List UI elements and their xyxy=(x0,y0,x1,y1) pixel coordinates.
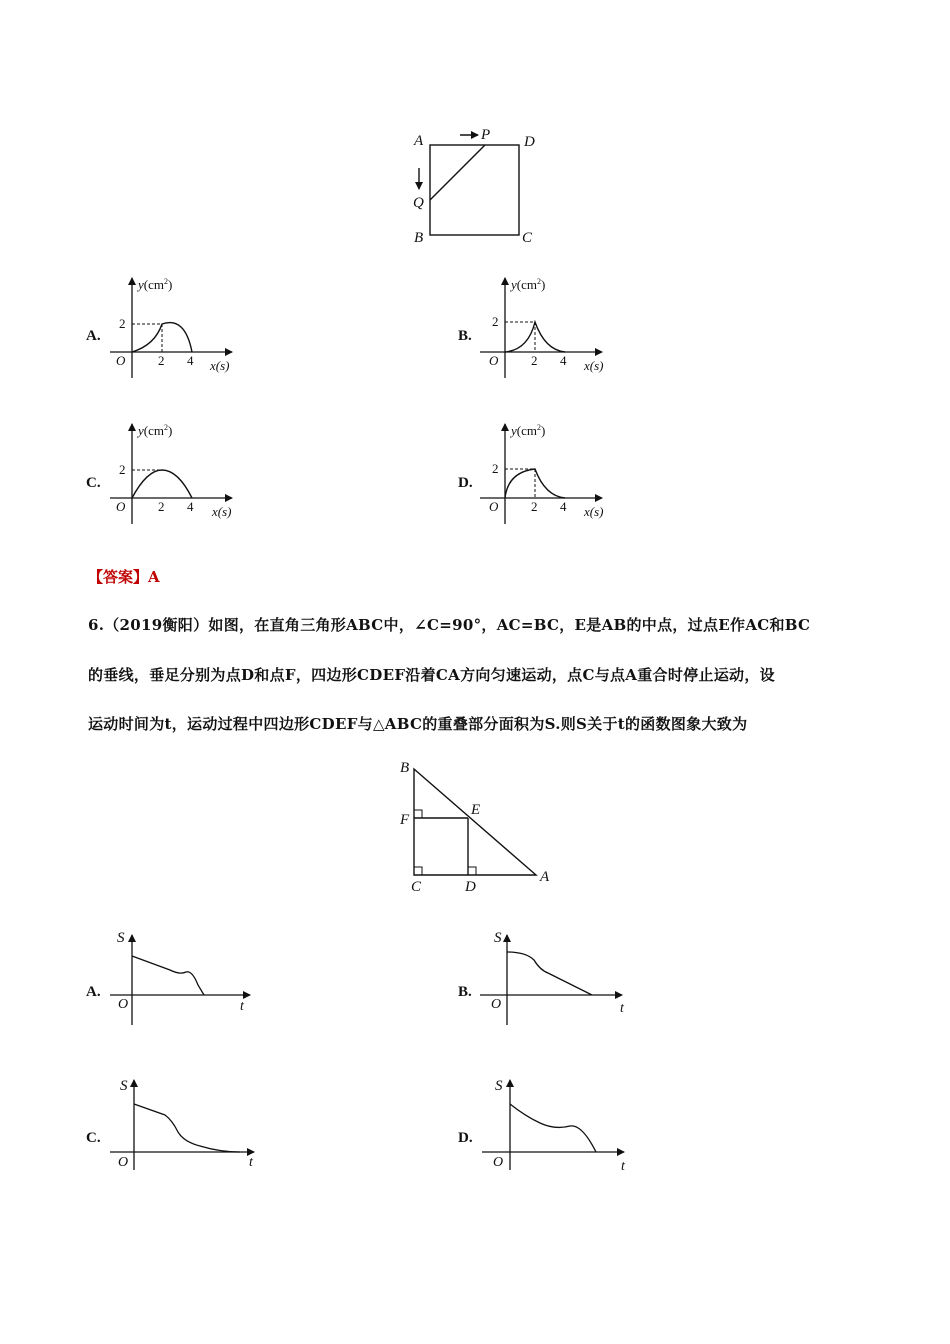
origin-label: O xyxy=(118,1155,129,1170)
label-e: E xyxy=(471,802,481,818)
y-axis-label: $y(cm^2)$ xyxy=(138,277,173,292)
right-angle-mark-c xyxy=(414,867,422,875)
q6-graph-c xyxy=(86,1078,254,1170)
origin-label: O xyxy=(489,353,499,368)
option-label: B. xyxy=(458,984,472,1000)
option-label: A. xyxy=(86,984,101,1000)
curve xyxy=(507,952,592,995)
y-axis-label: S xyxy=(117,930,125,946)
x-axis-label: t xyxy=(620,1001,624,1016)
segment-pq xyxy=(430,145,485,200)
label-a: A xyxy=(414,133,424,149)
label-a: A xyxy=(540,869,550,885)
tick-label-2: 2 xyxy=(119,462,126,477)
x-axis-label: x(s) xyxy=(212,504,232,519)
curve xyxy=(134,1104,240,1152)
option-label: D. xyxy=(458,1130,473,1146)
label-b: B xyxy=(414,230,424,246)
question-6-line-2: 的垂线，垂足分别为点D和点F，四边形CDEF沿着CA方向匀速运动，点C与点A重合时停止运动，设 xyxy=(88,666,775,684)
curve xyxy=(132,470,192,498)
q6-graph-d xyxy=(458,1078,626,1174)
tick-label-2: 2 xyxy=(531,353,538,368)
tick-label-4: 4 xyxy=(560,353,567,368)
q5-graph-c xyxy=(86,423,232,524)
origin-label: O xyxy=(489,499,499,514)
right-angle-mark-d xyxy=(468,867,476,875)
right-angle-mark-f xyxy=(414,810,422,818)
tick-label-2: 2 xyxy=(119,316,126,331)
answer-line xyxy=(88,566,160,587)
origin-label: O xyxy=(491,997,502,1012)
option-label: C. xyxy=(86,1130,101,1146)
tick-label-2: 2 xyxy=(531,499,538,514)
q5-graph-d xyxy=(458,423,604,524)
tick-label-4: 4 xyxy=(187,353,194,368)
tick-label-2: 2 xyxy=(158,499,165,514)
answer-bracket: 【答案】 xyxy=(88,568,149,586)
question-6-line-1: 6.（2019衡阳）如图，在直角三角形ABC中，∠C=90°，AC=BC，E是AB的中点，过点E作AC和BC xyxy=(88,616,811,634)
q5-square-figure xyxy=(419,135,519,235)
label-q: Q xyxy=(413,195,424,211)
label-p: P xyxy=(481,127,491,143)
x-axis-label: x(s) xyxy=(584,504,604,519)
y-axis-label: S xyxy=(494,930,502,946)
tick-label-2: 2 xyxy=(492,461,499,476)
origin-label: O xyxy=(116,499,126,514)
option-label: C. xyxy=(86,475,101,491)
label-f: F xyxy=(400,812,410,828)
tick-label-2: 2 xyxy=(158,353,165,368)
x-axis-label: t xyxy=(621,1159,625,1174)
y-axis-label: S xyxy=(120,1078,128,1094)
label-d: D xyxy=(465,879,476,895)
y-axis-label: S xyxy=(495,1078,503,1094)
curve xyxy=(132,956,204,995)
q6-triangle-figure xyxy=(414,769,536,875)
q6-graph-a xyxy=(86,930,250,1025)
curve xyxy=(505,469,565,498)
label-c: C xyxy=(411,879,422,895)
tick-label-2: 2 xyxy=(492,314,499,329)
tick-label-4: 4 xyxy=(187,499,194,514)
q5-graph-a xyxy=(86,277,232,378)
option-label: A. xyxy=(86,328,101,344)
answer-value: A xyxy=(148,568,160,586)
origin-label: O xyxy=(116,353,126,368)
label-d: D xyxy=(524,134,535,150)
origin-label: O xyxy=(118,997,129,1012)
option-label: B. xyxy=(458,328,472,344)
label-b: B xyxy=(400,760,410,776)
curve xyxy=(510,1104,596,1152)
y-axis-label: $y(cm^2)$ xyxy=(511,277,546,292)
x-axis-label: x(s) xyxy=(584,358,604,373)
q6-graph-b xyxy=(458,930,625,1025)
triangle-abc xyxy=(414,769,536,875)
x-axis-label: t xyxy=(249,1155,253,1170)
label-c: C xyxy=(522,230,533,246)
origin-label: O xyxy=(493,1155,504,1170)
question-6-line-3: 运动时间为t，运动过程中四边形CDEF与△ABC的重叠部分面积为S.则S关于t的函数图象大致为 xyxy=(88,715,748,733)
y-axis-label: $y(cm^2)$ xyxy=(511,423,546,438)
q5-graph-b xyxy=(458,277,604,378)
tick-label-4: 4 xyxy=(560,499,567,514)
square-abcd xyxy=(430,145,519,235)
x-axis-label: t xyxy=(240,999,244,1014)
option-label: D. xyxy=(458,475,473,491)
y-axis-label: $y(cm^2)$ xyxy=(138,423,173,438)
x-axis-label: x(s) xyxy=(210,358,230,373)
